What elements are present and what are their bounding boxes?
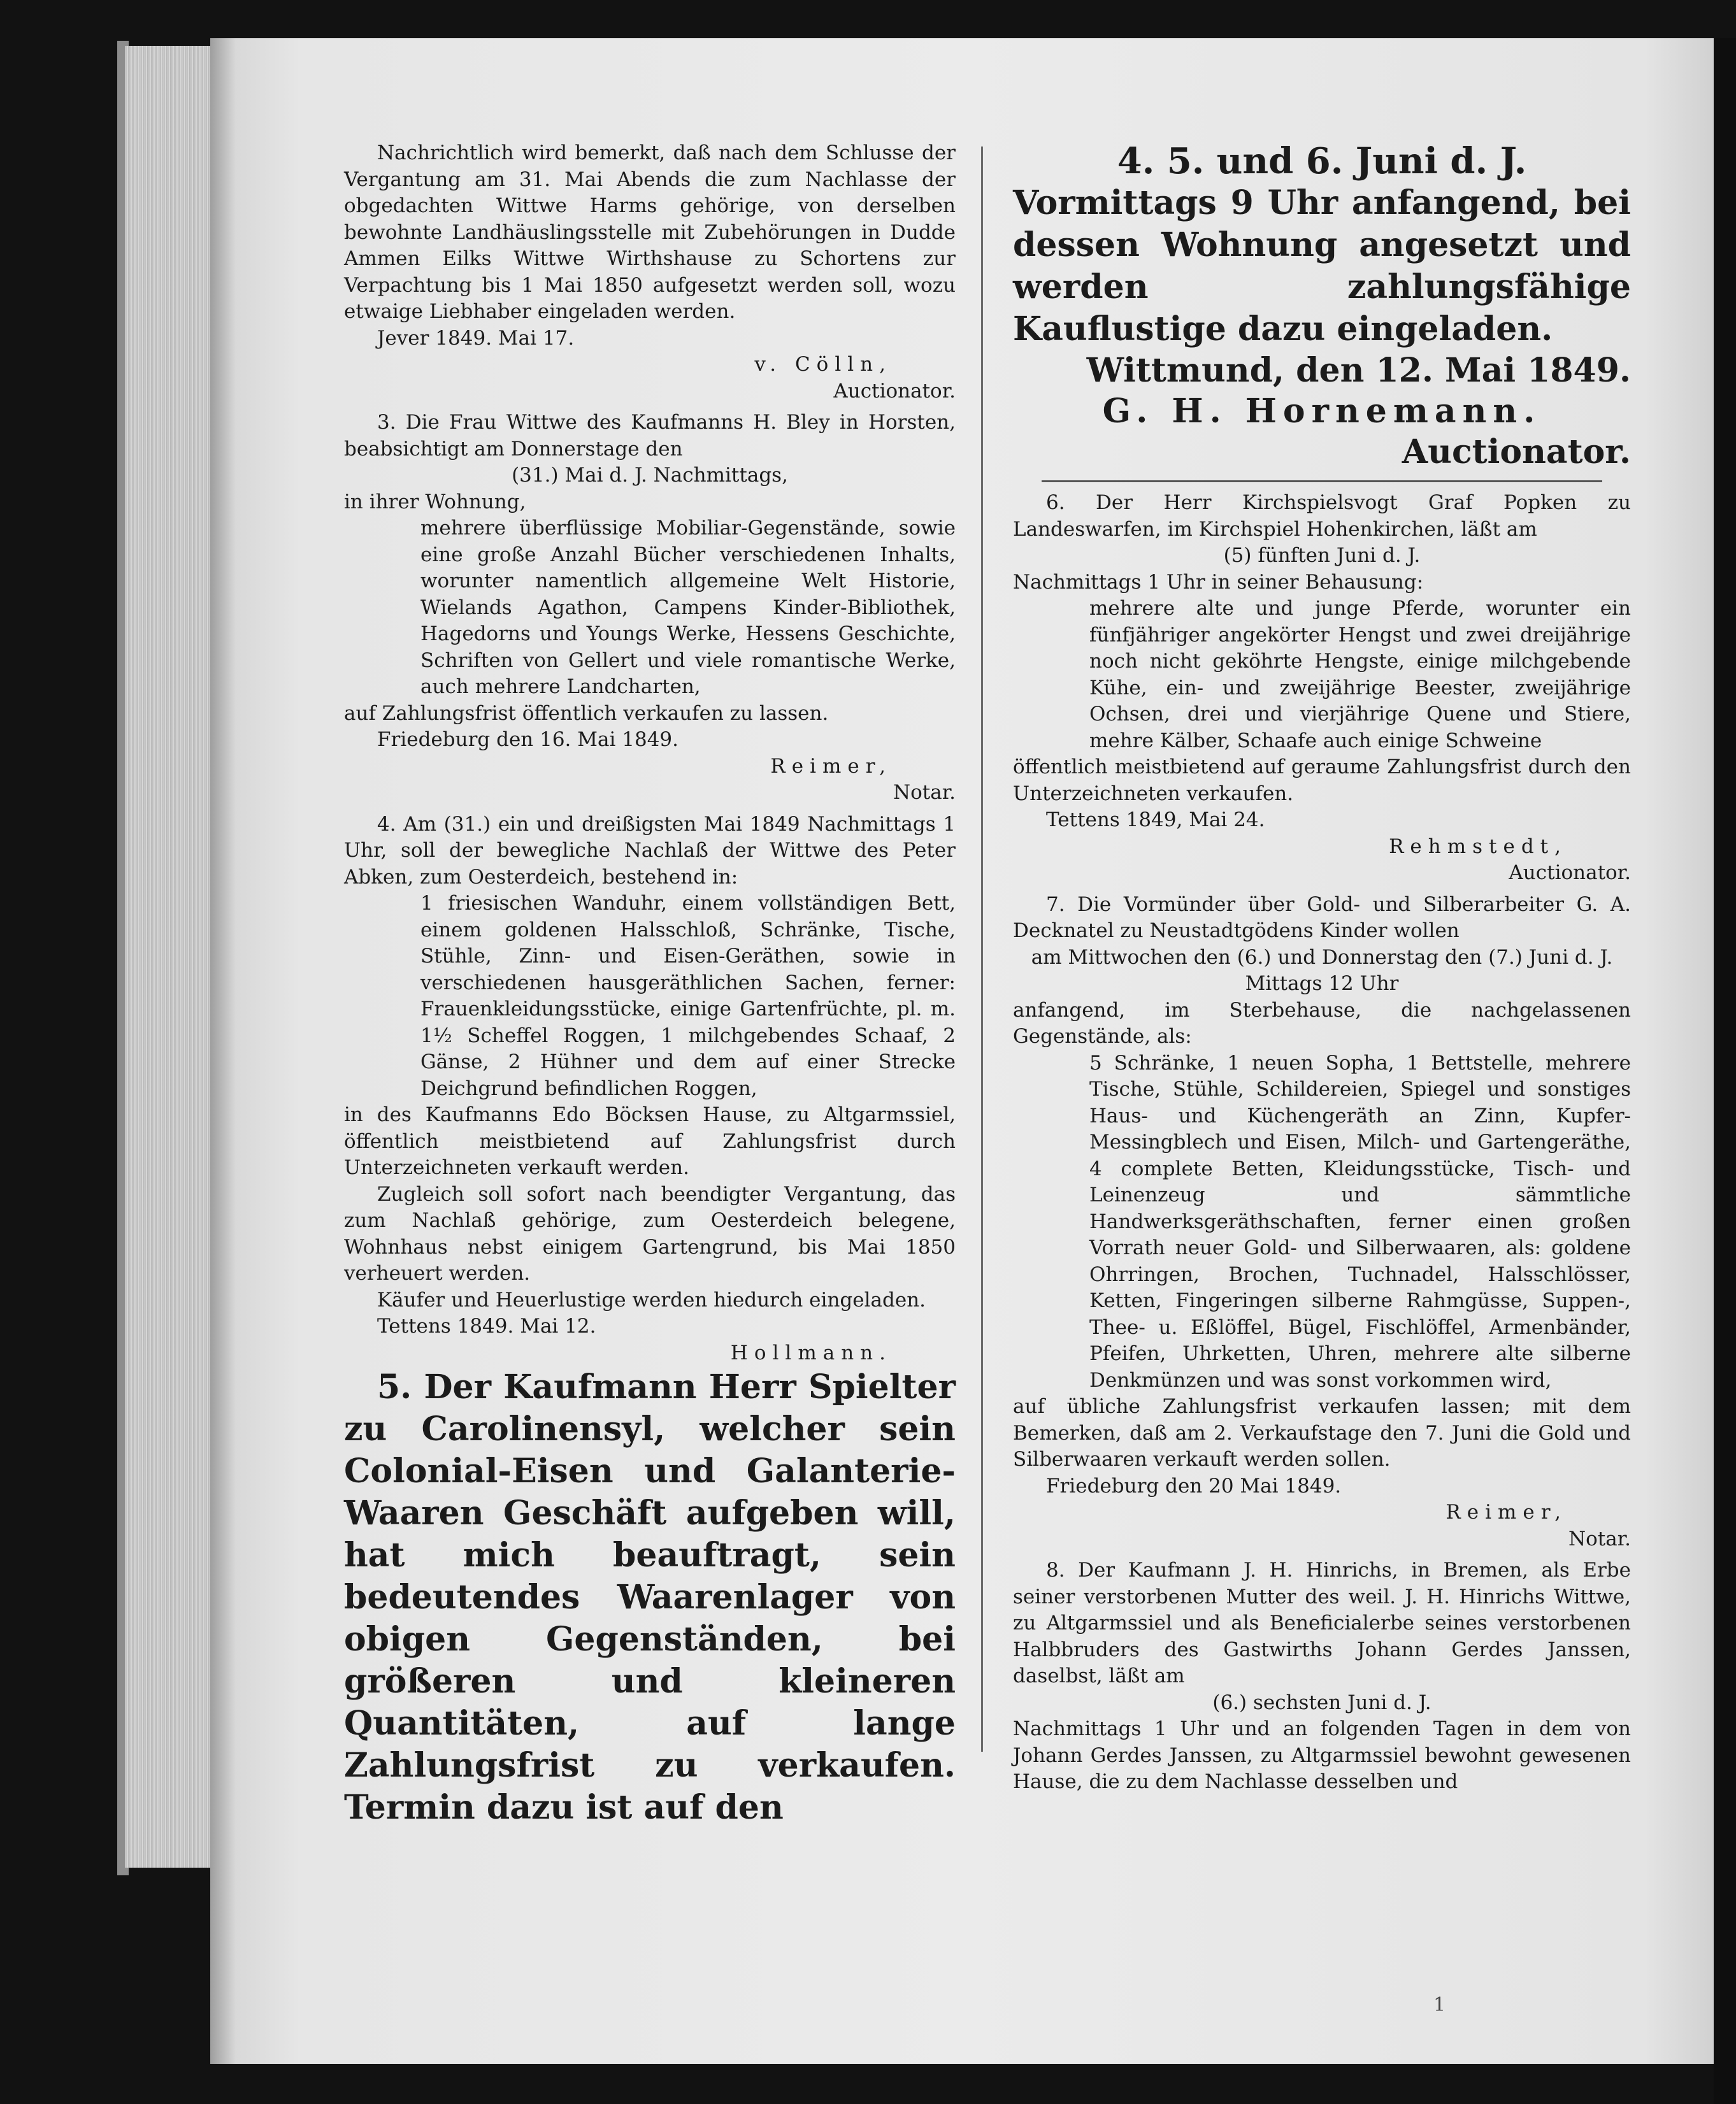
right-paragraph: Wittmund, den 12. Mai 1849. (1086, 351, 1631, 390)
right-paragraph: 7. Die Vormünder über Gold- und Silberarbeiter G. A. Decknatel zu Neustadtgödens Kinder wollen (1013, 892, 1631, 942)
right-paragraph: Vormittags 9 Uhr anfangend, bei dessen Wohnung angesetzt und werden zahlungsfähige Kauflustige dazu eingeladen. (1013, 183, 1631, 348)
right-paragraph: 8. Der Kaufmann J. H. Hinrichs, in Bremen, als Erbe seiner verstorbenen Mutter des weil. J. H. Hinrichs Wittwe, zu Altgarmssiel und als Beneficialerbe seines verstorbenen Halbbruders des Gastwirths Johann Gerdes Janssen, daselbst, läßt am (1013, 1559, 1631, 1687)
right-paragraph: 5 Schränke, 1 neuen Sopha, 1 Bettstelle, mehrere Tische, Stühle, Schildereien, Spiegel und sonstiges Haus- und Küchengeräth an Zinn, Kupfer-Messingblech und Eisen, Milch- und Gartengeräthe, 4 complete Betten, Kleidungsstücke, Tisch- und Leinenzeug und sämmtliche Handwerksgeräthschaften, ferner einen großen Vorrath neuer Gold- und Silberwaaren, als: goldene Ohrringen, Brochen, Tuchnadel, Halsschlösser, Ketten, Fingeringen silberne Rahmgüsse, Suppen-, Thee- u. Eßlöffel, Bügel, Fischlöffel, Armenbänder, Pfeifen, Uhrketten, Uhren, mehrere alte silberne Denkmünzen und was sonst vorkommen wird, (1089, 1051, 1631, 1392)
scan-right-edge (1714, 38, 1736, 2104)
paragraph-gap (1013, 1552, 1631, 1557)
page-mark: 1 (1433, 1994, 1446, 2016)
left-paragraph: (31.) Mai d. J. Nachmittags, (512, 464, 788, 487)
right-paragraph: 6. Der Herr Kirchspielsvogt Graf Popken zu Landeswarfen, im Kirchspiel Hohenkirchen, läßt am (1013, 491, 1631, 541)
left-paragraph: Auctionator. (833, 379, 956, 403)
left-paragraph: Zugleich soll sofort nach beendigter Vergantung, das zum Nachlaß gehörige, zum Oesterdeich belegene, Wohnhaus nebst einigem Gartengrund, bis Mai 1850 verheuert werden. (344, 1182, 956, 1285)
left-paragraph: Notar. (893, 781, 956, 804)
left-paragraph: Tettens 1849. Mai 12. (377, 1315, 596, 1338)
right-paragraph: auf übliche Zahlungsfrist verkaufen lassen; mit dem Bemerken, daß am 2. Verkaufstage den 7. Juni die Gold und Silberwaaren verkauft werden sollen. (1013, 1395, 1631, 1471)
right-paragraph: 4. 5. und 6. Juni d. J. (1117, 140, 1527, 182)
left-paragraph: v. Cölln, (754, 353, 892, 376)
right-paragraph: Nachmittags 1 Uhr in seiner Behausung: (1013, 570, 1424, 594)
right-column (1013, 140, 1631, 1796)
paragraph-gap (344, 806, 956, 812)
right-paragraph: (6.) sechsten Juni d. J. (1212, 1691, 1431, 1714)
right-paragraph: Auctionator. (1509, 861, 1631, 884)
left-paragraph: Reimer, (770, 754, 892, 778)
right-paragraph: G. H. Hornemann. (1102, 392, 1542, 431)
right-paragraph: Tettens 1849, Mai 24. (1046, 808, 1265, 831)
column-divider (981, 147, 983, 1752)
right-paragraph: Notar. (1568, 1527, 1631, 1550)
left-paragraph: Jever 1849. Mai 17. (377, 326, 575, 350)
left-paragraph: in des Kaufmanns Edo Böcksen Hause, zu Altgarmssiel, öffentlich meistbietend auf Zahlungsfrist durch Unterzeichneten verkauft werden. (344, 1103, 956, 1179)
right-paragraph: mehrere alte und junge Pferde, worunter ein fünfjähriger angekörter Hengst und zwei dreijährige noch nicht geköhrte Hengste, einige milchgebende Kühe, ein- und zweijährige Beester, zweijährige Ochsen, drei und vierjährige Quene und Stiere, mehre Kälber, Schaafe auch einige Schweine (1089, 597, 1631, 752)
paragraph-gap (1013, 887, 1631, 892)
right-paragraph: (5) fünften Juni d. J. (1223, 544, 1421, 567)
right-paragraph: Friedeburg den 20 Mai 1849. (1046, 1474, 1342, 1498)
right-paragraph: öffentlich meistbietend auf geraume Zahlungsfrist durch den Unterzeichneten verkaufen. (1013, 755, 1631, 805)
right-paragraph: anfangend, im Sterbehause, die nachgelassenen Gegenstände, als: (1013, 998, 1631, 1048)
left-paragraph: 4. Am (31.) ein und dreißigsten Mai 1849 Nachmittags 1 Uhr, soll der bewegliche Nachlaß der Wittwe des Peter Abken, zum Oesterdeich, bestehend in: (344, 812, 956, 889)
left-column (344, 140, 956, 1829)
right-paragraph: Rehmstedt, (1389, 834, 1567, 858)
separator-rule (1042, 480, 1602, 482)
left-paragraph: 1 friesischen Wanduhr, einem vollständigen Bett, einem goldenen Halsschloß, Schränke, Tische, Stühle, Zinn- und Eisen-Geräthen, sowie in verschiedenen hausgeräthlichen Sachen, ferner: Frauenkleidungsstücke, einige Gartenfrüchte, pl. m. 1½ Scheffel Roggen, 1 milchgebendes Schaaf, 2 Gänse, 2 Hühner und dem auf einer Strecke Deichgrund befindlichen Roggen, (420, 892, 956, 1100)
right-paragraph: Nachmittags 1 Uhr und an folgenden Tagen in dem von Johann Gerdes Janssen, zu Altgarmssiel bewohnt gewesenen Hause, die zu dem Nachlasse desselben und (1013, 1717, 1631, 1793)
right-paragraph: Reimer, (1445, 1501, 1567, 1524)
left-paragraph: Käufer und Heuerlustige werden hiedurch eingeladen. (377, 1288, 926, 1312)
paragraph-gap (344, 404, 956, 410)
left-paragraph: Friedeburg den 16. Mai 1849. (377, 728, 679, 751)
left-paragraph: 3. Die Frau Wittwe des Kaufmanns H. Bley in Horsten, beabsichtigt am Donnerstage den (344, 411, 956, 461)
right-paragraph: am Mittwochen den (6.) und Donnerstag den (7.) Juni d. J. Mittags 12 Uhr (1031, 945, 1613, 995)
left-paragraph: auf Zahlungsfrist öffentlich verkaufen zu lassen. (344, 701, 829, 725)
left-paragraph: 5. Der Kaufmann Herr Spielter zu Carolinensyl, welcher sein Colonial-Eisen und Galanterie-Waaren Geschäft aufgeben will, hat mich beauftragt, sein bedeutendes Waarenlager von obigen Gegenständen, bei größeren und kleineren Quantitäten, auf lange Zahlungsfrist zu verkaufen. Termin dazu ist auf den (344, 1368, 956, 1827)
left-paragraph: Hollmann. (730, 1341, 892, 1364)
right-paragraph: Auctionator. (1402, 433, 1631, 471)
left-paragraph: in ihrer Wohnung, (344, 490, 526, 513)
left-paragraph: mehrere überflüssige Mobiliar-Gegenstände, sowie eine große Anzahl Bücher verschiedenen Inhalts, worunter namentlich allgemeine Welt Historie, Wielands Agathon, Campens Kinder-Bibliothek, Hagedorns und Youngs Werke, Hessens Geschichte, Schriften von Gellert und viele romantische Werke, auch mehrere Landcharten, (420, 517, 956, 698)
left-paragraph: Nachrichtlich wird bemerkt, daß nach dem Schlusse der Vergantung am 31. Mai Abends die zum Nachlasse der obgedachten Wittwe Harms gehörige, von derselben bewohnte Landhäuslingsstelle mit Zubehörungen in Dudde Ammen Eilks Wittwe Wirthshause zu Schortens zur Verpachtung bis 1 Mai 1850 aufgesetzt werden soll, wozu etwaige Liebhaber eingeladen werden. (344, 141, 956, 323)
gutter-shadow (210, 38, 236, 2064)
